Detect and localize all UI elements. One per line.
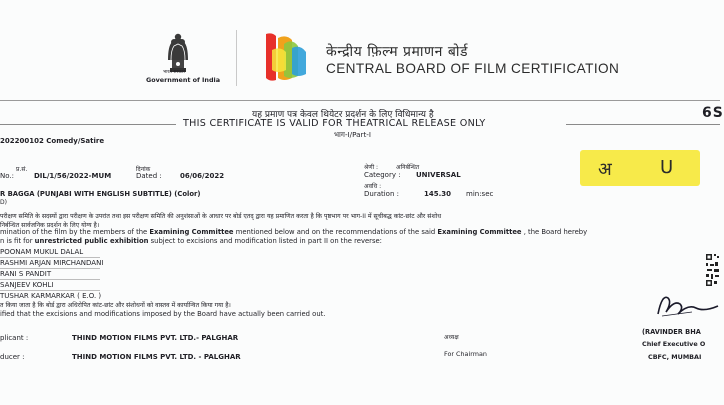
duration-value: 145.30 xyxy=(424,190,452,198)
para-bold: Examining Committee xyxy=(437,228,522,236)
rule-left xyxy=(0,124,176,125)
para-bold: Examining Committee xyxy=(149,228,234,236)
certificate-corner-number: 6S xyxy=(702,105,724,121)
cbfc-logo-icon xyxy=(258,30,322,84)
duration-hindi-label: अवधि : xyxy=(364,183,382,190)
date-value: 06/06/2022 xyxy=(180,172,225,180)
film-title-line-2: D) xyxy=(0,199,7,206)
board-name-hindi: केन्द्रीय फ़िल्म प्रमाणन बोर्ड xyxy=(326,44,468,60)
para-text: n is fit for xyxy=(0,237,35,245)
signatory-name: (RAVINDER BHA xyxy=(642,328,701,336)
committee-member: POONAM MUKUL DALAL xyxy=(0,248,84,256)
film-id-line: 202200102 Comedy/Satire xyxy=(0,137,105,145)
office-location: CBFC, MUMBAI xyxy=(648,353,702,361)
cert-no-label: No.: xyxy=(0,172,14,180)
para-text: subject to excisions and modification listed in part II on the reverse: xyxy=(148,237,382,245)
committee-member: RASHMI ARJAN MIRCHANDANI xyxy=(0,259,104,267)
duration-label: Duration : xyxy=(364,190,399,198)
para-text: , the Board hereby xyxy=(521,228,588,236)
para-text: mentioned below and on the recommendations of the said xyxy=(233,228,438,236)
compliance-note-hindi: त किया जाता है कि बोर्ड द्वारा अधिरोपित कांट-छांट और संशोधनों को वास्तव में कार्यान्वित किया गया है। xyxy=(0,302,231,309)
header-rule xyxy=(0,100,720,101)
signatory-title: Chief Executive O xyxy=(642,340,706,348)
cert-no-value: DIL/1/56/2022-MUM xyxy=(34,172,112,180)
category-hindi-value: अनिर्बन्धित xyxy=(396,164,420,171)
para-text: mination of the film by the members of the xyxy=(0,228,150,236)
applicant-label: plicant : xyxy=(0,334,29,342)
qr-code-icon xyxy=(705,252,720,288)
member-underline xyxy=(0,279,100,280)
date-label: Dated : xyxy=(136,172,162,180)
category-hindi-label: श्रेणी : xyxy=(364,164,379,171)
producer-value: THIND MOTION FILMS PVT. LTD. - PALGHAR xyxy=(72,353,241,361)
header-divider xyxy=(236,30,237,86)
committee-member: RANI S PANDIT xyxy=(0,270,52,278)
rule-right xyxy=(566,124,720,125)
applicant-value: THIND MOTION FILMS PVT. LTD.- PALGHAR xyxy=(72,334,239,342)
government-label: Government of India xyxy=(146,76,221,84)
board-name-english: CENTRAL BOARD OF FILM CERTIFICATION xyxy=(326,61,620,76)
certification-para-english-2 xyxy=(0,237,382,245)
category-label: Category : xyxy=(364,171,401,179)
member-underline xyxy=(0,268,100,269)
certification-para-hindi-2: निर्बन्धित सार्वजनिक प्रदर्शन के लिए योग्य है। xyxy=(0,222,100,229)
certification-para-english-1 xyxy=(0,228,587,236)
rating-hindi: अ xyxy=(598,159,612,180)
chairman-label: For Chairman xyxy=(444,350,487,358)
cert-no-hindi-label: प्र.सं. xyxy=(16,166,28,173)
producer-label: ducer : xyxy=(0,353,25,361)
para-bold: unrestricted public exhibition xyxy=(34,237,149,245)
rating-english: U xyxy=(660,157,674,178)
validity-note-english: THIS CERTIFICATE IS VALID FOR THEATRICAL RELEASE ONLY xyxy=(183,118,486,129)
part-label: भाग-I/Part-I xyxy=(334,130,371,139)
category-value: UNIVERSAL xyxy=(416,171,461,179)
member-underline xyxy=(0,290,100,291)
film-title-line: R BAGGA (PUNJABI WITH ENGLISH SUBTITLE) (Color) xyxy=(0,190,201,198)
validity-note-hindi: यह प्रमाण पत्र केवल थियेटर प्रदर्शन के लिए विधिमान्य है xyxy=(252,110,434,120)
certification-para-hindi-1: परीक्षण समिति के सदस्यों द्वारा परीक्षण के उपरांत तथा इस परीक्षण समिति की अनुशंसाओं के आधार पर बोर्ड एतद् द्वारा यह प्रमाणित करता है कि पृष्ठभाग पर भाग-II में सूचीबद्ध कांट-छांट और संशोध xyxy=(0,213,442,220)
member-underline xyxy=(0,257,100,258)
duration-unit: min:sec xyxy=(466,190,494,198)
compliance-note-english: ified that the excisions and modifications imposed by the Board have actually been carried out. xyxy=(0,310,326,318)
committee-member: SANJEEV KOHLI xyxy=(0,281,54,289)
date-hindi-label: दिनांक xyxy=(136,166,151,173)
committee-member: TUSHAR KARMARKAR ( E.O. ) xyxy=(0,292,102,300)
government-hindi-label: भारत सरकार xyxy=(163,70,185,75)
chairman-hindi-label: अध्यक्ष xyxy=(444,334,459,341)
signature-icon xyxy=(652,290,720,320)
